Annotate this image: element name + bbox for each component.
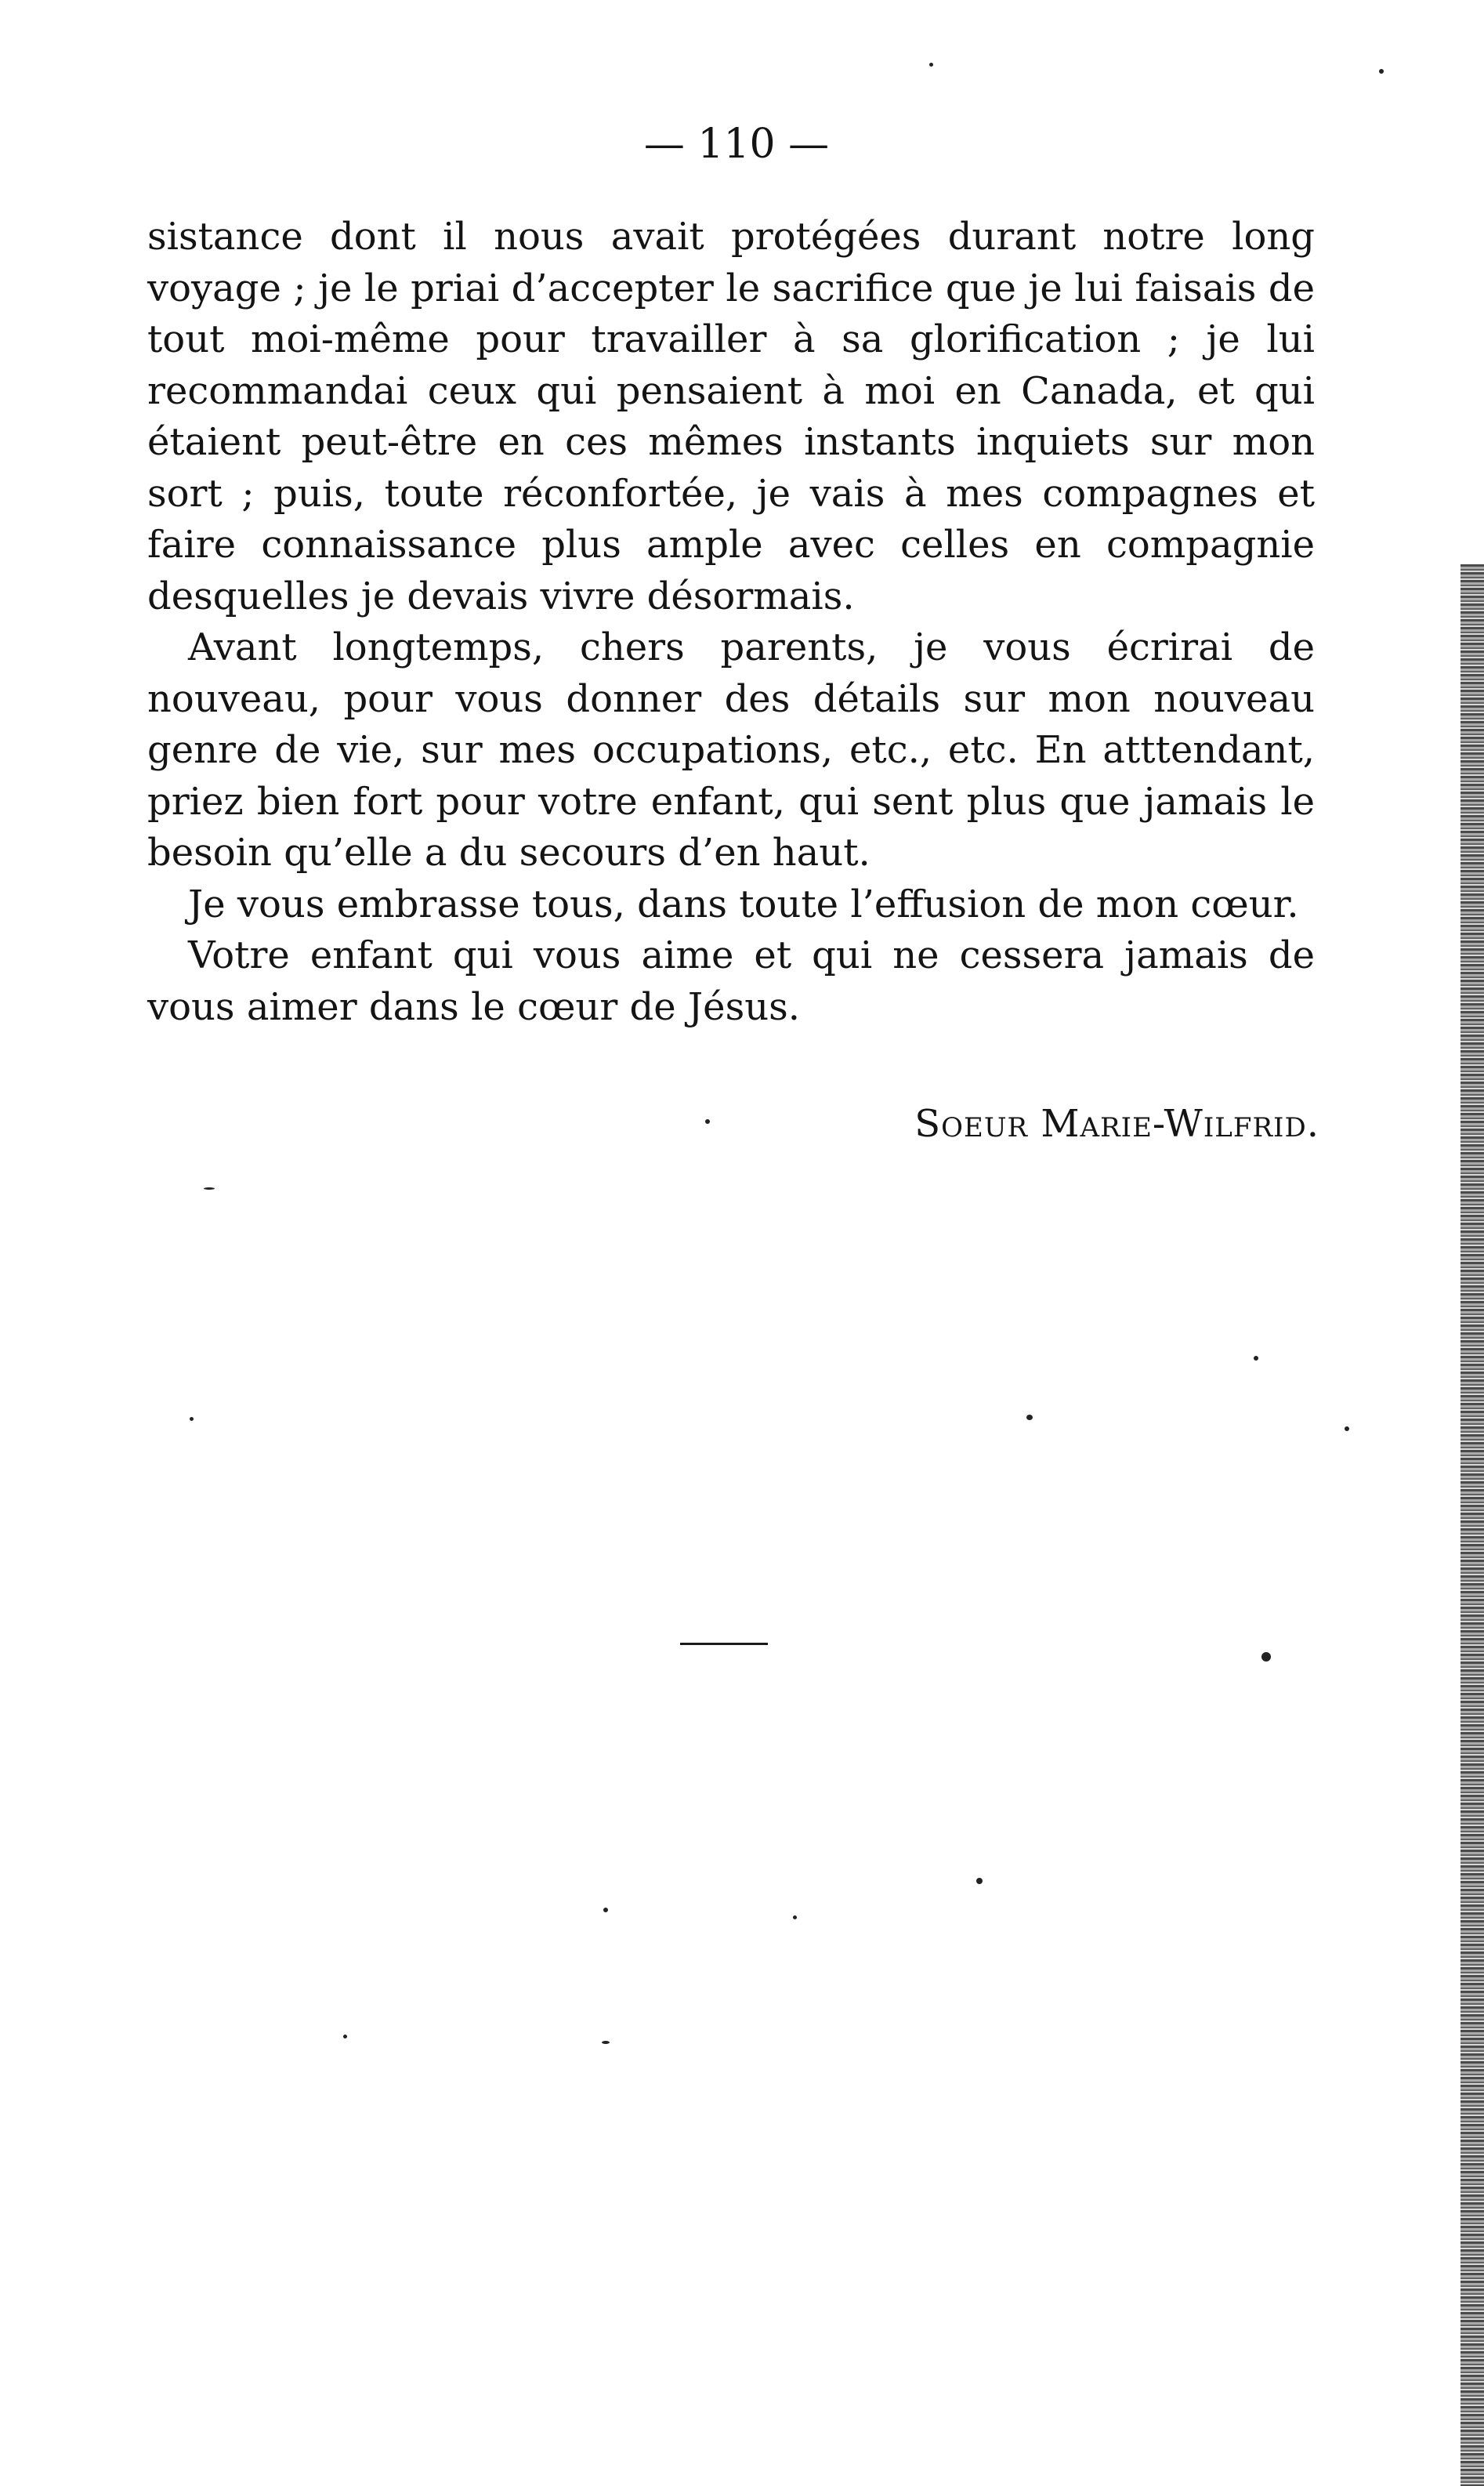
scan-speck [204, 1187, 215, 1190]
scan-speck [603, 1908, 608, 1912]
section-divider [680, 1643, 768, 1645]
scan-speck [1379, 69, 1384, 74]
scan-speck [1345, 1426, 1349, 1431]
page-number: — 110 — [643, 121, 830, 168]
scan-speck [343, 2035, 347, 2038]
scan-speck [1026, 1415, 1033, 1420]
scan-speck [705, 1119, 710, 1124]
signature: Soeur Marie-Wilfrid. [914, 1102, 1319, 1146]
paragraph-next-letter: Avant longtemps, chers parents, je vous écrirai de nouveau, pour vous donner des détails sur mon nouveau genre de vie, sur mes occupations, etc., etc. En atttendant, priez bien fort pour votre enfant, qui sent plus que jamais le besoin qu’elle a du secours d’en haut. [147, 625, 1315, 875]
scan-speck [929, 63, 933, 67]
paragraph-embrace: Je vous embrasse tous, dans toute l’effusion de mon cœur. [188, 882, 1299, 926]
scan-speck [1261, 1652, 1271, 1662]
scan-speck [602, 2041, 610, 2044]
paragraph-continuation: sistance dont il nous avait protégées durant notre long voyage ; je le priai d’accepter le sacrifice que je lui faisais de tout moi-même pour travailler à sa glorification ; je lui recommandai ceux qui pensaient à moi en Canada, et qui étaient peut-être en ces mêmes instants inquiets sur mon sort ; puis, toute réconfortée, je vais à mes compagnes et faire connaissance plus ample avec celles en compagnie desquelles je devais vivre désormais. [147, 215, 1315, 618]
scan-speck [793, 1915, 797, 1919]
scan-speck [1254, 1356, 1258, 1361]
letter-body [147, 212, 1315, 1033]
paragraph-closing: Votre enfant qui vous aime et qui ne cessera jamais de vous aimer dans le cœur de Jésus. [147, 933, 1315, 1029]
scan-speck [190, 1417, 194, 1421]
scan-edge-border [1460, 564, 1484, 2486]
scan-speck [976, 1878, 983, 1884]
